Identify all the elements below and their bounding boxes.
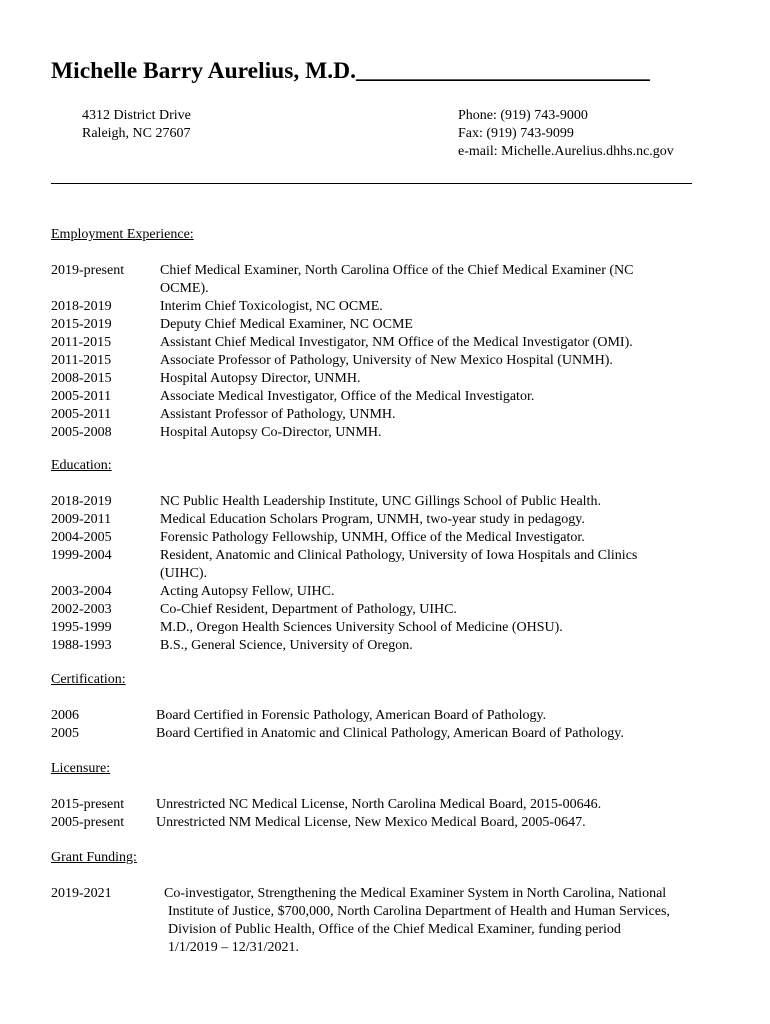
education-item xyxy=(51,529,731,547)
employment-item xyxy=(51,406,731,424)
certification-item xyxy=(51,707,731,725)
employment-item xyxy=(51,262,731,298)
employment-years: 2005-2011 xyxy=(51,407,112,422)
contact-email: e-mail: Michelle.Aurelius.dhhs.nc.gov xyxy=(458,144,674,159)
education-years: 1988-1993 xyxy=(51,638,112,653)
education-item xyxy=(51,583,731,601)
licensure-item xyxy=(51,796,731,814)
education-years: 2003-2004 xyxy=(51,584,112,599)
employment-item xyxy=(51,316,731,334)
employment-section xyxy=(51,226,731,442)
licensure-years: 2005-present xyxy=(51,815,125,830)
certification-item xyxy=(51,725,731,743)
education-text: NC Public Health Leadership Institute, UNC Gillings School of Public Health. xyxy=(160,494,601,509)
education-item xyxy=(51,511,731,529)
address-street: 4312 District Drive xyxy=(82,108,191,123)
grant-line: Division of Public Health, Office of the Chief Medical Examiner, funding period xyxy=(168,922,621,937)
employment-text: Hospital Autopsy Co-Director, UNMH. xyxy=(160,425,382,440)
contact-fax: Fax: (919) 743-9099 xyxy=(458,126,574,141)
education-text: Resident, Anatomic and Clinical Pathology, University of Iowa Hospitals and Clinics (UIHC). xyxy=(160,548,638,581)
grant-funding-list xyxy=(51,885,731,957)
employment-years: 2011-2015 xyxy=(51,335,112,350)
employment-text: Chief Medical Examiner, North Carolina Office of the Chief Medical Examiner (NC OCME). xyxy=(160,263,634,296)
employment-item xyxy=(51,352,731,370)
education-years: 2009-2011 xyxy=(51,512,112,527)
certification-section xyxy=(51,671,731,743)
licensure-years: 2015-present xyxy=(51,797,125,812)
employment-years: 2005-2008 xyxy=(51,425,112,440)
certification-text: Board Certified in Anatomic and Clinical Pathology, American Board of Pathology. xyxy=(156,726,624,741)
licensure-text: Unrestricted NM Medical License, New Mexico Medical Board, 2005-0647. xyxy=(156,815,586,830)
education-text: Acting Autopsy Fellow, UIHC. xyxy=(160,584,335,599)
section-heading-education: Education: xyxy=(51,458,112,473)
grant-funding-section xyxy=(51,849,731,957)
education-text: M.D., Oregon Health Sciences University School of Medicine (OHSU). xyxy=(160,620,563,635)
licensure-section xyxy=(51,760,731,832)
employment-item xyxy=(51,370,731,388)
education-item xyxy=(51,619,731,637)
education-text: Medical Education Scholars Program, UNMH, two-year study in pedagogy. xyxy=(160,512,585,527)
header-divider xyxy=(51,183,692,184)
licensure-list xyxy=(51,796,731,832)
employment-text: Associate Professor of Pathology, University of New Mexico Hospital (UNMH). xyxy=(160,353,613,368)
licensure-text: Unrestricted NC Medical License, North Carolina Medical Board, 2015-00646. xyxy=(156,797,602,812)
contact-block xyxy=(458,107,674,161)
education-item xyxy=(51,547,731,583)
grant-years: 2019-2021 xyxy=(51,886,112,901)
certification-years: 2005 xyxy=(51,726,79,741)
employment-text: Associate Medical Investigator, Office of the Medical Investigator. xyxy=(160,389,535,404)
licensure-item xyxy=(51,814,731,832)
education-item xyxy=(51,637,731,655)
employment-text: Assistant Professor of Pathology, UNMH. xyxy=(160,407,396,422)
education-section xyxy=(51,457,731,655)
cv-title xyxy=(51,58,650,85)
employment-text: Hospital Autopsy Director, UNMH. xyxy=(160,371,361,386)
title-underline: _________________________ xyxy=(356,58,650,84)
grant-item xyxy=(51,885,731,957)
grant-line: Institute of Justice, $700,000, North Carolina Department of Health and Human Services, xyxy=(168,904,670,919)
employment-item xyxy=(51,298,731,316)
education-item xyxy=(51,601,731,619)
education-years: 2002-2003 xyxy=(51,602,112,617)
employment-years: 2015-2019 xyxy=(51,317,112,332)
employment-list xyxy=(51,262,731,442)
employment-years: 2008-2015 xyxy=(51,371,112,386)
employment-years: 2011-2015 xyxy=(51,353,112,368)
employment-item xyxy=(51,334,731,352)
certification-text: Board Certified in Forensic Pathology, American Board of Pathology. xyxy=(156,708,547,723)
section-heading-licensure: Licensure: xyxy=(51,761,111,776)
contact-phone: Phone: (919) 743-9000 xyxy=(458,108,588,123)
section-heading-certification: Certification: xyxy=(51,672,126,687)
address-city: Raleigh, NC 27607 xyxy=(82,126,191,141)
employment-text: Interim Chief Toxicologist, NC OCME. xyxy=(160,299,383,314)
grant-line: 1/1/2019 – 12/31/2021. xyxy=(168,940,300,955)
grant-line: Co-investigator, Strengthening the Medical Examiner System in North Carolina, National xyxy=(164,886,667,901)
education-years: 2018-2019 xyxy=(51,494,112,509)
education-years: 2004-2005 xyxy=(51,530,112,545)
education-years: 1995-1999 xyxy=(51,620,112,635)
section-heading-employment: Employment Experience: xyxy=(51,227,194,242)
education-item xyxy=(51,493,731,511)
grant-text xyxy=(164,885,731,957)
cv-name: Michelle Barry Aurelius, M.D. xyxy=(51,58,357,84)
employment-years: 2005-2011 xyxy=(51,389,112,404)
certification-years: 2006 xyxy=(51,708,79,723)
education-text: B.S., General Science, University of Oregon. xyxy=(160,638,413,653)
section-heading-grant-funding: Grant Funding: xyxy=(51,850,137,865)
employment-item xyxy=(51,388,731,406)
address-block xyxy=(82,107,191,143)
employment-text: Deputy Chief Medical Examiner, NC OCME xyxy=(160,317,413,332)
employment-years: 2019-present xyxy=(51,263,125,278)
education-text: Co-Chief Resident, Department of Pathology, UIHC. xyxy=(160,602,457,617)
education-list xyxy=(51,493,731,655)
employment-item xyxy=(51,424,731,442)
employment-years: 2018-2019 xyxy=(51,299,112,314)
education-years: 1999-2004 xyxy=(51,548,112,563)
education-text: Forensic Pathology Fellowship, UNMH, Office of the Medical Investigator. xyxy=(160,530,585,545)
employment-text: Assistant Chief Medical Investigator, NM Office of the Medical Investigator (OMI). xyxy=(160,335,633,350)
certification-list xyxy=(51,707,731,743)
